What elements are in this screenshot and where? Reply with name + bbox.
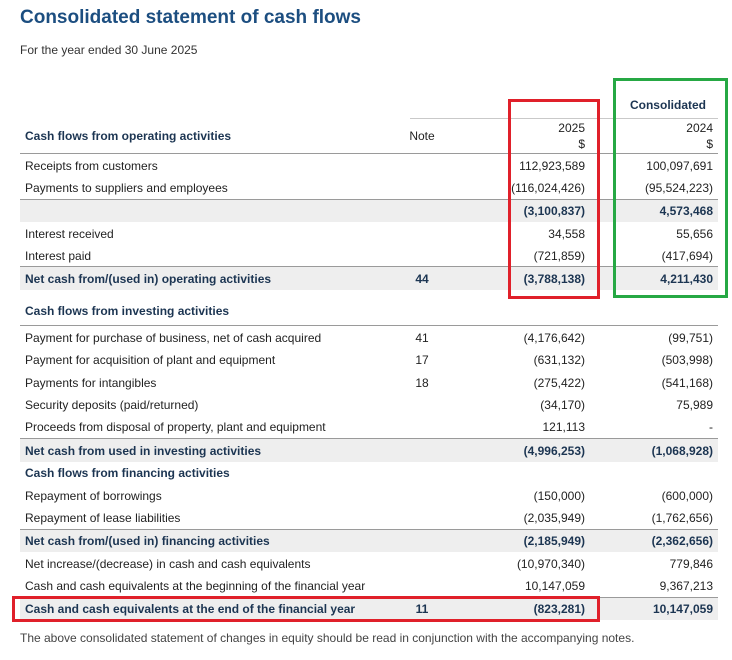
row-label: Repayment of borrowings [25,488,162,503]
table-row [20,154,718,177]
section-heading-row [20,296,718,326]
row-value-2024: 9,367,213 [659,579,713,593]
row-value-2024: 779,846 [669,556,713,571]
row-value-2024: (417,694) [661,248,713,263]
table-row [20,349,718,371]
row-value-2024: (99,751) [668,330,713,345]
row-value-2025: (10,970,340) [516,556,585,571]
row-value-2025: (3,788,138) [523,271,585,286]
row-label: Cash and cash equivalents at the end of the financial year [25,602,356,616]
row-label: Payments to suppliers and employees [25,181,228,195]
row-label: Receipts from customers [25,158,158,173]
row-value-2024: 4,573,468 [659,204,713,218]
financing-heading: Cash flows from financing activities [25,466,230,480]
row-value-2024: 55,656 [676,226,713,241]
total-row [20,530,718,552]
subtotal-row [20,200,718,222]
row-note: 17 [415,353,429,367]
currency-2025-header: $ [578,137,585,151]
row-label: Net increase/(decrease) in cash and cash equivalents [25,556,311,571]
row-value-2025: 121,113 [542,420,585,434]
row-value-2025: (631,132) [533,353,585,367]
closing-cash-row [20,598,718,620]
row-value-2025: 112,923,589 [519,158,585,173]
investing-heading: Cash flows from investing activities [25,303,230,318]
row-value-2024: 100,097,691 [646,158,713,173]
row-value-2025: 10,147,059 [524,579,585,593]
row-label: Cash and cash equivalents at the beginning of the financial year [25,579,366,593]
table-row [20,326,718,349]
table-row [20,222,718,245]
row-value-2025: (2,185,949) [523,534,585,548]
row-value-2025: (2,035,949) [523,511,585,525]
row-note: 41 [415,330,429,345]
row-value-2024: 10,147,059 [652,602,713,616]
table-row [20,245,718,267]
row-label: Repayment of lease liabilities [25,511,181,525]
operating-heading: Cash flows from operating activities [25,129,232,143]
row-value-2024: (503,998) [661,353,713,367]
row-value-2024: (541,168) [661,375,713,390]
operating-section-header [20,118,718,154]
row-value-2025: (150,000) [533,488,585,503]
row-value-2025: (4,176,642) [523,330,585,345]
row-value-2025: (4,996,253) [523,443,585,458]
table-row [20,371,718,394]
row-value-2025: (116,024,426) [511,181,585,195]
row-note: 11 [415,602,429,616]
row-label: Interest paid [25,248,92,263]
row-label: Proceeds from disposal of property, plant and equipment [25,420,326,434]
row-value-2024: (95,524,223) [644,181,713,195]
section-heading-row [20,462,718,484]
consolidated-header: Consolidated [629,98,706,112]
currency-2024-header: $ [706,137,713,151]
table-row [20,484,718,507]
note-column-header: Note [409,129,435,143]
total-row [20,439,718,462]
table-row [20,394,718,416]
table-row [20,575,718,598]
row-note: 18 [415,375,429,390]
row-value-2025: 34,558 [548,226,585,241]
row-note: 44 [415,271,429,286]
row-value-2025: (275,422) [533,375,585,390]
table-row [20,416,718,439]
row-value-2024: (2,362,656) [651,534,713,548]
row-label: Payments for intangibles [25,375,157,390]
row-value-2025: (823,281) [533,602,585,616]
row-label: Net cash from used in investing activities [25,443,262,458]
row-label: Payment for acquisition of plant and equipment [25,353,276,367]
row-value-2024: (1,068,928) [651,443,713,458]
row-label: Interest received [25,226,114,241]
table-row [20,552,718,575]
page-title: Consolidated statement of cash flows [20,7,361,28]
row-label: Payment for purchase of business, net of cash acquired [25,330,322,345]
row-value-2024: (600,000) [661,488,713,503]
footnote: The above consolidated statement of changes in equity should be read in conjunction with the accompanying notes. [20,631,635,645]
row-label: Net cash from/(used in) operating activities [25,271,272,286]
period-subtitle: For the year ended 30 June 2025 [20,43,198,57]
row-value-2025: (3,100,837) [523,204,585,218]
row-value-2024: 4,211,430 [660,271,713,286]
row-label: Security deposits (paid/returned) [25,398,199,412]
row-label: Net cash from/(used in) financing activities [25,534,270,548]
row-value-2024: (1,762,656) [651,511,713,525]
table-row [20,507,718,530]
row-value-2024: - [709,420,713,434]
row-value-2024: 75,989 [676,398,713,412]
row-value-2025: (34,170) [540,398,585,412]
total-row [20,267,718,290]
table-row [20,177,718,200]
year-2025-header: 2025 [558,121,585,135]
year-2024-header: 2024 [686,121,713,135]
row-value-2025: (721,859) [533,248,585,263]
